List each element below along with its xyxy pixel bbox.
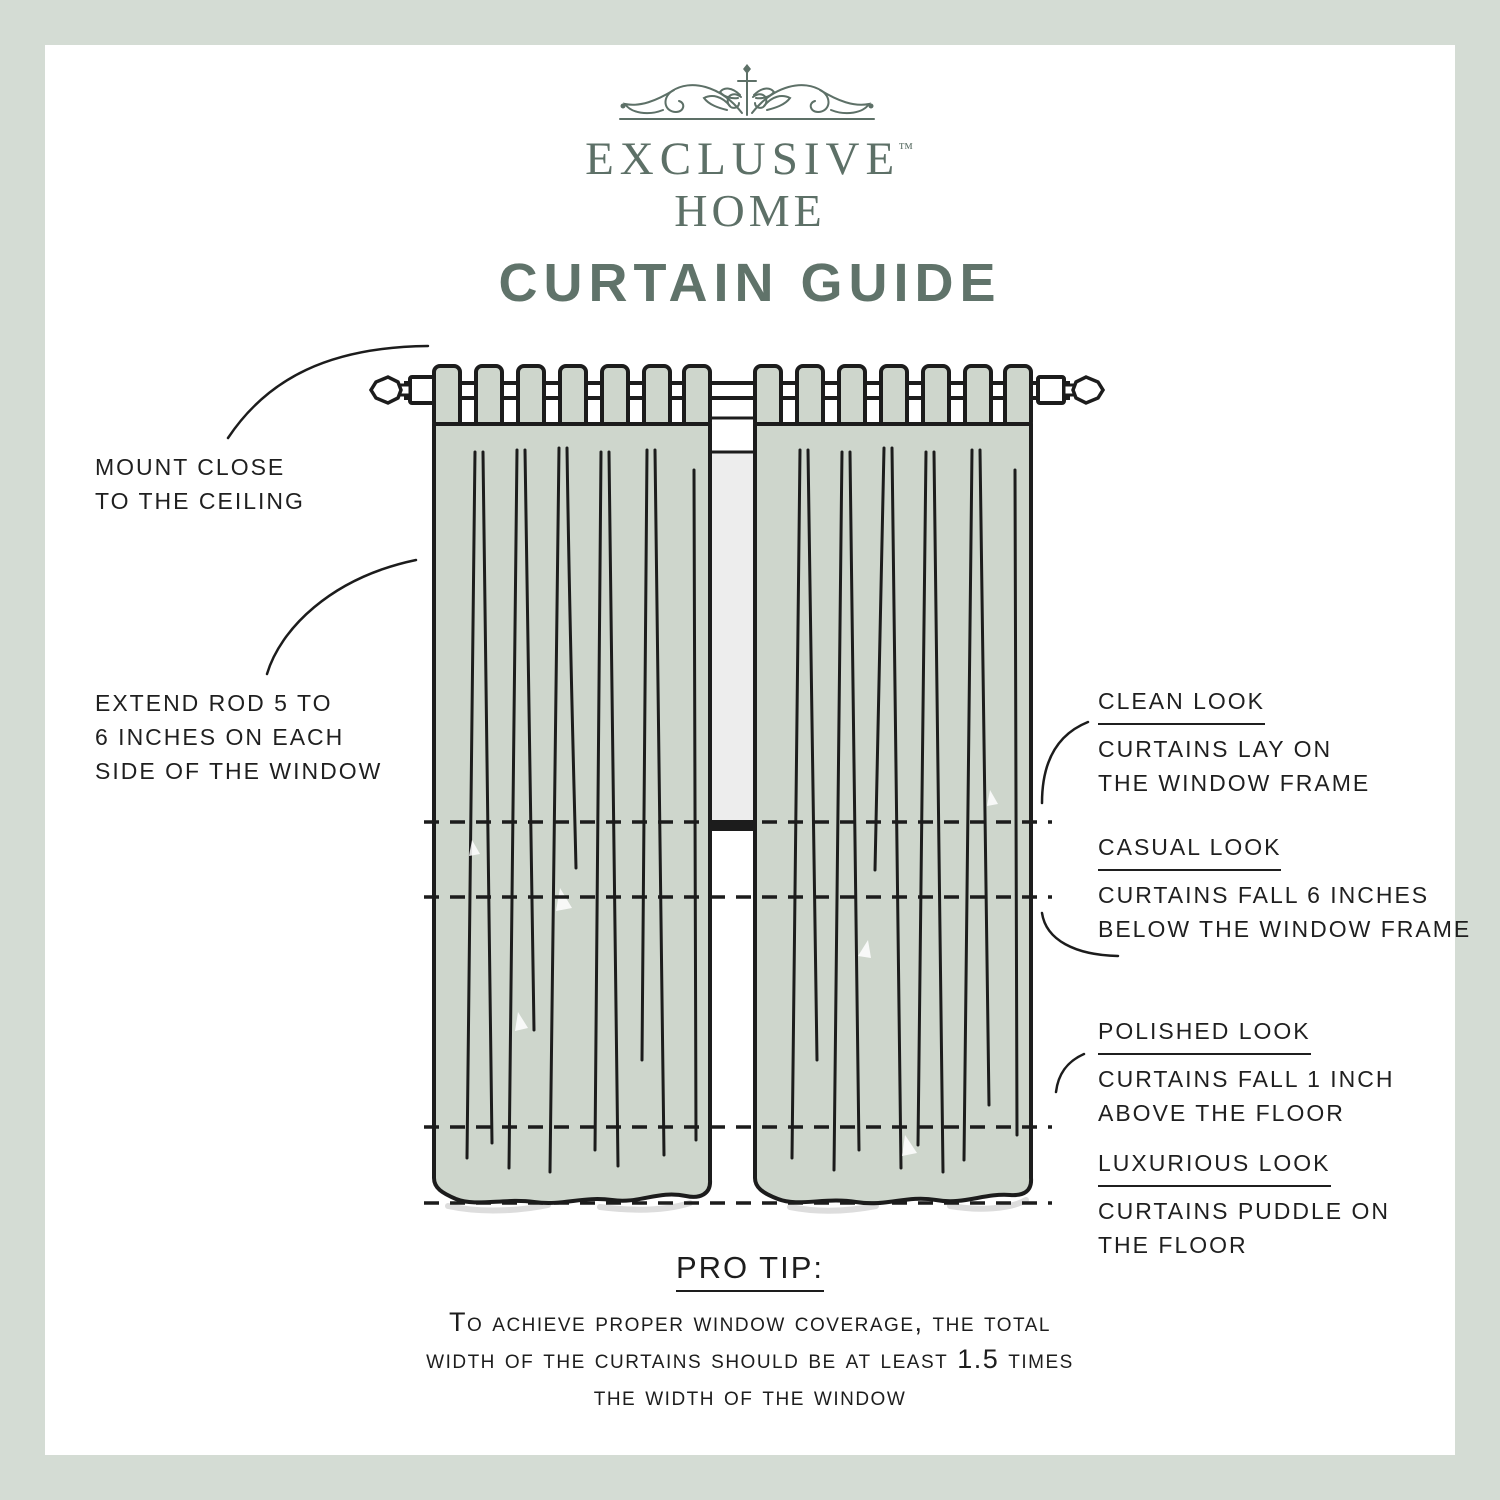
annotation-luxurious-look — [1098, 1146, 1390, 1262]
pro-tip-heading: PRO TIP: — [676, 1250, 824, 1292]
annotation-line: SIDE OF THE WINDOW — [95, 758, 383, 784]
annotation-line: CURTAINS FALL 6 INCHES — [1098, 882, 1430, 908]
annotation-line: BELOW THE WINDOW FRAME — [1098, 916, 1472, 942]
annotation-line: CURTAINS PUDDLE ON — [1098, 1198, 1391, 1224]
pro-tip-line: width of the curtains should be at least 1.5 times — [426, 1344, 1074, 1374]
annotation-extend-rod — [95, 686, 382, 788]
annotation-line: 6 INCHES ON EACH — [95, 724, 345, 750]
trademark-symbol: ™ — [898, 141, 913, 158]
annotation-line: TO THE CEILING — [95, 488, 305, 514]
leader-arc-clean-look — [1042, 722, 1088, 803]
rod-finial-left-icon — [371, 377, 401, 403]
page-title: CURTAIN GUIDE — [498, 253, 1002, 313]
annotation-line: CURTAINS FALL 1 INCH — [1098, 1066, 1395, 1092]
brand-name-text: EXCLUSIVE — [585, 133, 901, 185]
annotation-heading: CLEAN LOOK — [1098, 684, 1265, 725]
annotation-line: MOUNT CLOSE — [95, 454, 286, 480]
leader-arc-polished-look — [1056, 1054, 1084, 1092]
annotation-line: CURTAINS LAY ON — [1098, 736, 1333, 762]
annotation-line: ABOVE THE FLOOR — [1098, 1100, 1345, 1126]
annotation-line: THE WINDOW FRAME — [1098, 770, 1371, 796]
pro-tip-line: To achieve proper window coverage, the total — [449, 1307, 1051, 1337]
annotation-line: EXTEND ROD 5 TO — [95, 690, 333, 716]
annotation-line: THE FLOOR — [1098, 1232, 1248, 1258]
leader-arc-extend-rod — [267, 560, 416, 674]
curtain-panel-left — [434, 424, 710, 1203]
annotation-mount-close — [95, 450, 305, 518]
curtain-panel-right — [755, 424, 1031, 1203]
annotation-heading: POLISHED LOOK — [1098, 1014, 1311, 1055]
pro-tip-line: the width of the window — [593, 1381, 907, 1411]
brand-subname: HOME — [674, 185, 826, 236]
annotation-clean-look — [1098, 684, 1370, 800]
annotation-casual-look — [1098, 830, 1471, 946]
annotation-polished-look — [1098, 1014, 1394, 1130]
rod-finial-right-icon — [1073, 377, 1103, 403]
pro-tip-section — [0, 1250, 1500, 1415]
annotation-heading: LUXURIOUS LOOK — [1098, 1146, 1331, 1187]
annotation-heading: CASUAL LOOK — [1098, 830, 1281, 871]
